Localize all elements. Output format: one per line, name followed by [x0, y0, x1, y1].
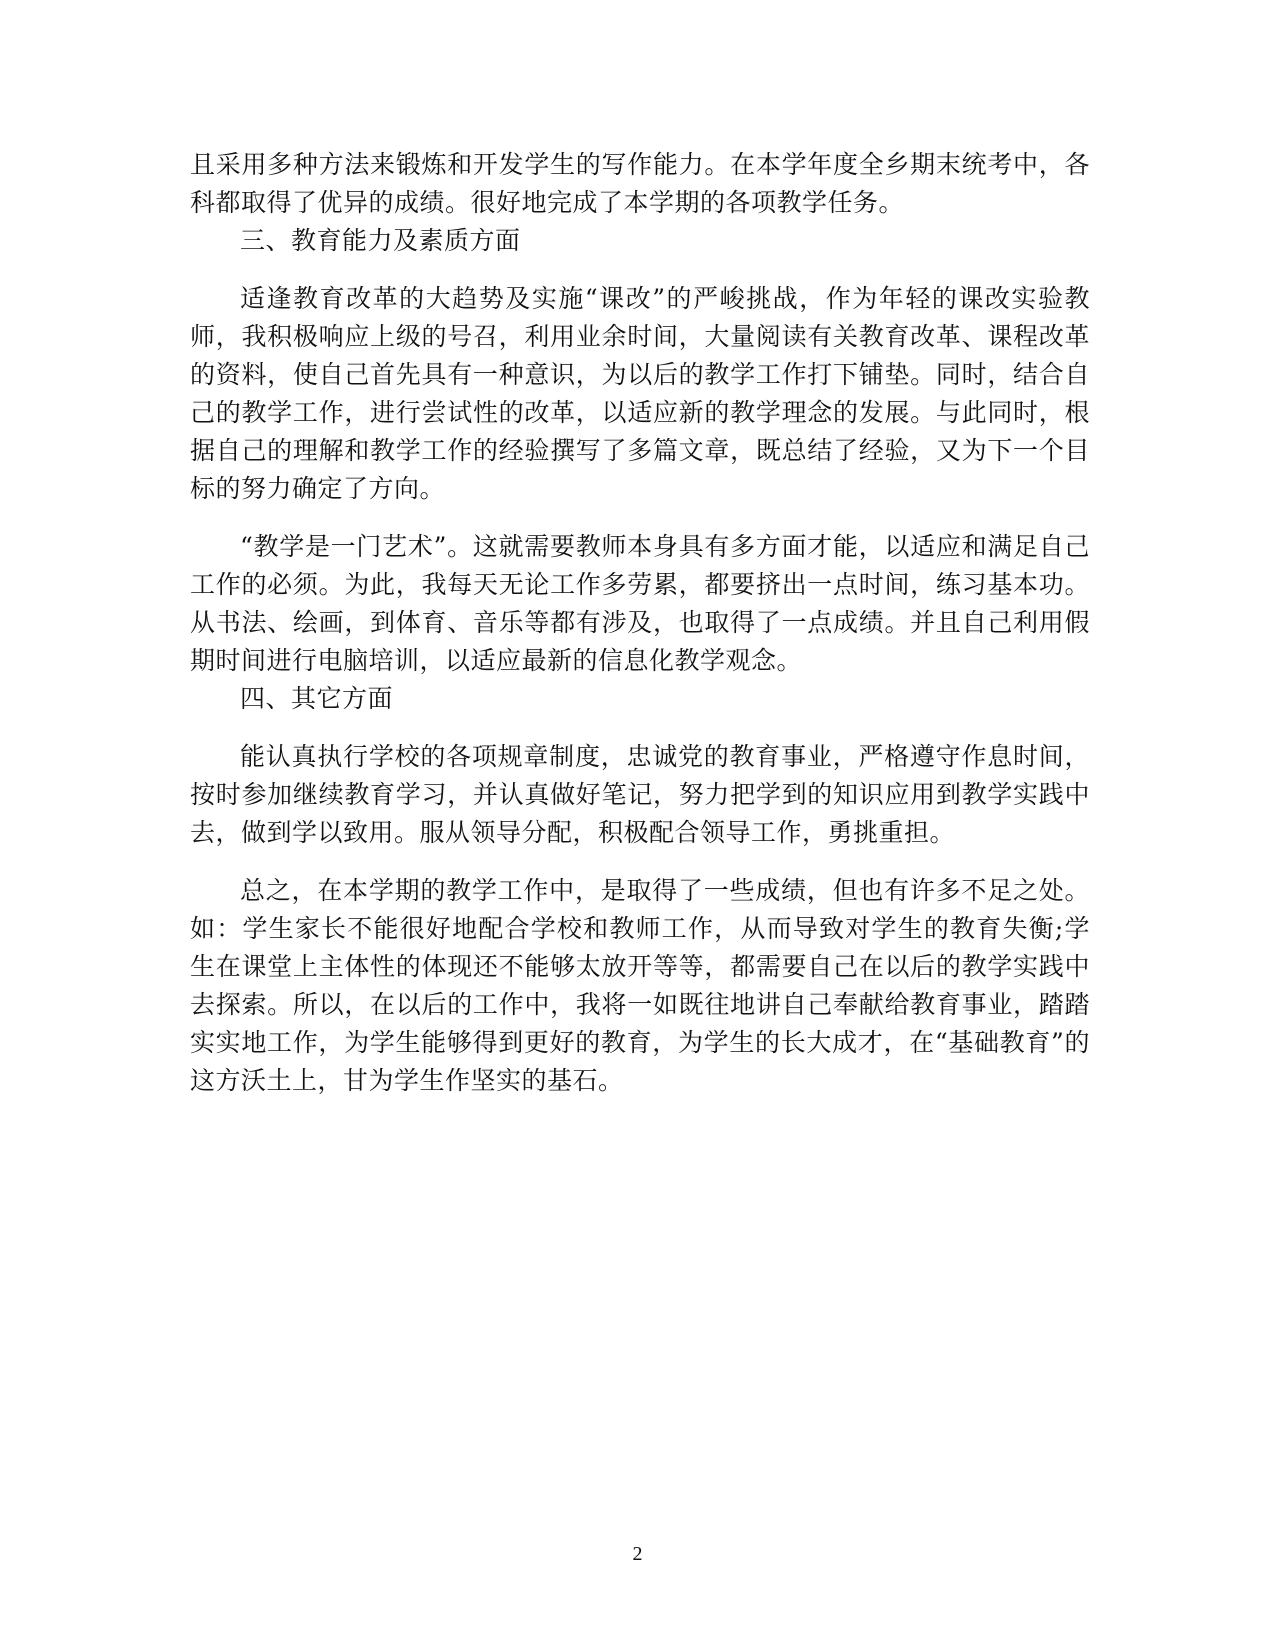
paragraph-teaching-art: “教学是一门艺术”。这就需要教师本身具有多方面才能，以适应和满足自己工作的必须。为此，我每天无论工作多劳累，都要挤出一点时间，练习基本功。从书法、绘画，到体育、音乐等都有涉及，也取得了一点成绩。并且自己利用假期时间进行电脑培训，以适应最新的信息化教学观念。 — [190, 532, 1090, 675]
page-number: 2 — [632, 1543, 643, 1565]
paragraph-curriculum-reform: 适逢教育改革的大趋势及实施“课改”的严峻挑战，作为年轻的课改实验教师，我积极响应上级的号召，利用业余时间，大量阅读有关教育改革、课程改革的资料，使自己首先具有一种意识，为以后的教学工作打下铺垫。同时，结合自己的教学工作，进行尝试性的改革，以适应新的教学理念的发展。与此同时，根据自己的理解和教学工作的经验撰写了多篇文章，既总结了经验，又为下一个目标的努力确定了方向。 — [190, 284, 1090, 503]
paragraph-continuation: 且采用多种方法来锻炼和开发学生的写作能力。在本学年度全乡期末统考中，各科都取得了优异的成绩。很好地完成了本学期的各项教学任务。 — [190, 150, 1090, 217]
section-heading-other: 四、其它方面 — [240, 684, 394, 713]
document-body — [190, 146, 1090, 1100]
paragraph-summary: 总之，在本学期的教学工作中，是取得了一些成绩，但也有许多不足之处。如：学生家长不能很好地配合学校和教师工作，从而导致对学生的教育失衡;学生在课堂上主体性的体现还不能够太放开等等，都需要自己在以后的教学实践中去探索。所以，在以后的工作中，我将一如既往地讲自己奉献给教育事业，踏踏实实地工作，为学生能够得到更好的教育，为学生的长大成才，在“基础教育”的这方沃土上，甘为学生作坚实的基石。 — [190, 876, 1090, 1095]
section-heading-education-ability: 三、教育能力及素质方面 — [240, 226, 521, 255]
paragraph-rules-discipline: 能认真执行学校的各项规章制度，忠诚党的教育事业，严格遵守作息时间，按时参加继续教育学习，并认真做好笔记，努力把学到的知识应用到教学实践中去，做到学以致用。服从领导分配，积极配合领导工作，勇挑重担。 — [190, 742, 1090, 847]
